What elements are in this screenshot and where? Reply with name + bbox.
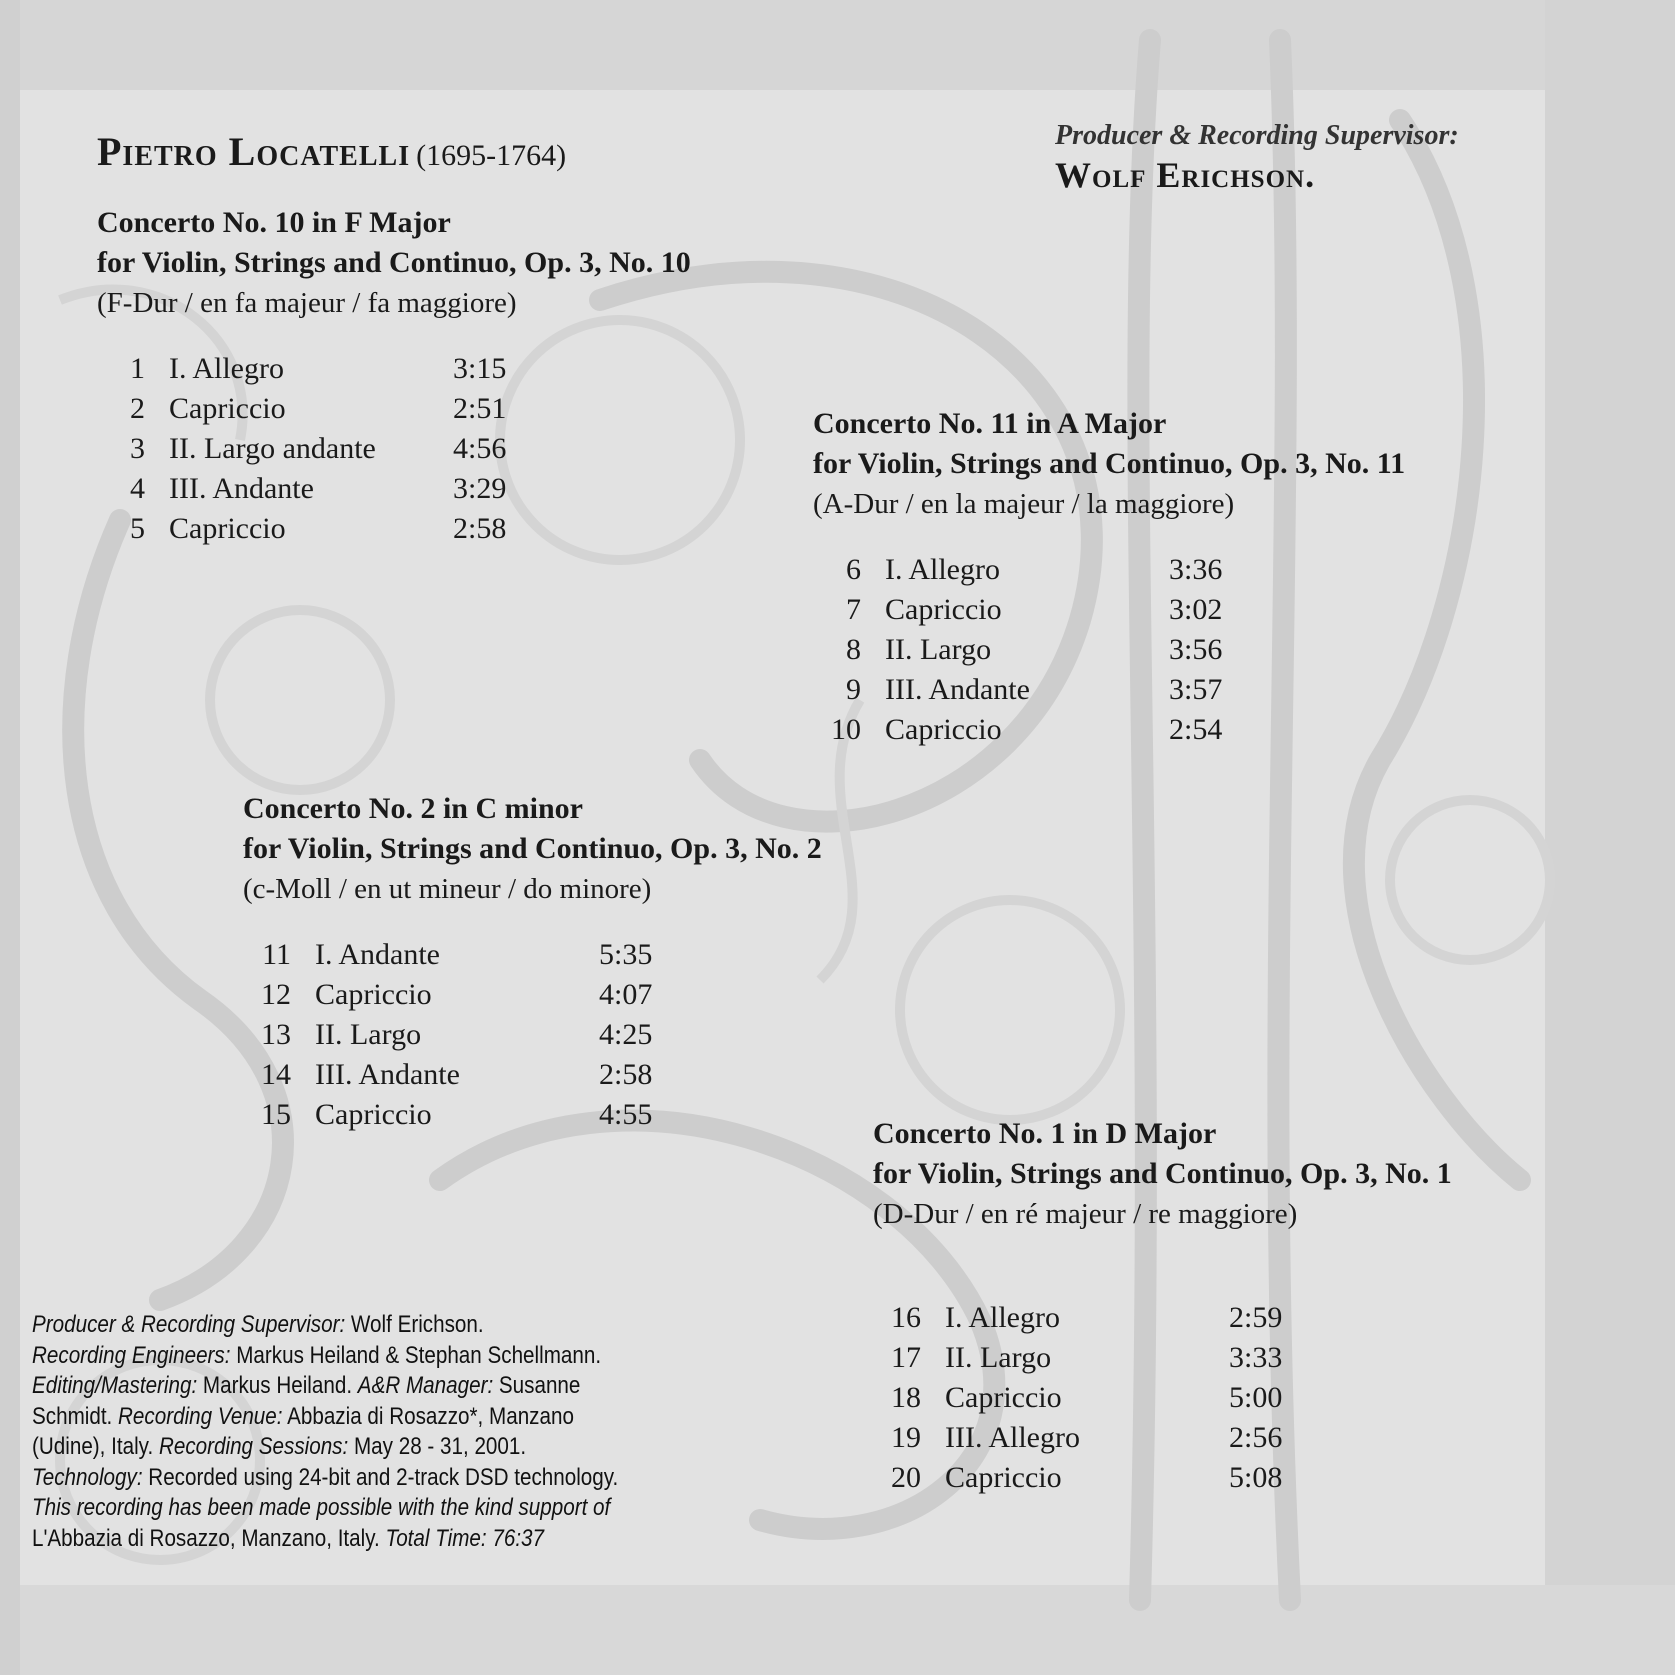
track-time: 3:15 bbox=[453, 352, 507, 385]
track-movement: II. Largo andante bbox=[169, 432, 376, 465]
track-time: 5:00 bbox=[1229, 1381, 1283, 1414]
concerto-block-4 bbox=[873, 1114, 1452, 1498]
track-time: 4:07 bbox=[599, 978, 653, 1011]
track-row bbox=[97, 509, 691, 549]
track-movement: I. Allegro bbox=[169, 352, 284, 385]
track-movement: III. Andante bbox=[169, 472, 314, 505]
track-row bbox=[873, 1418, 1452, 1458]
concerto-keys: (c-Moll / en ut mineur / do minore) bbox=[243, 873, 652, 905]
track-row bbox=[243, 935, 822, 975]
track-row bbox=[813, 670, 1405, 710]
track-number: 12 bbox=[261, 978, 291, 1011]
credit-label: Producer & Recording Supervisor: bbox=[32, 1311, 346, 1338]
track-movement: II. Largo bbox=[315, 1018, 422, 1051]
track-number: 9 bbox=[846, 673, 861, 706]
producer-role: Producer & Recording Supervisor: bbox=[1055, 120, 1459, 151]
track-time: 3:57 bbox=[1169, 673, 1223, 706]
credit-value: Markus Heiland. bbox=[197, 1372, 358, 1399]
concerto-keys: (A-Dur / en la majeur / la maggiore) bbox=[813, 488, 1235, 520]
track-row bbox=[873, 1298, 1452, 1338]
track-row bbox=[813, 630, 1405, 670]
track-row bbox=[97, 429, 691, 469]
track-time: 3:29 bbox=[453, 472, 507, 505]
track-number: 2 bbox=[130, 392, 145, 425]
concerto-subtitle: for Violin, Strings and Continuo, Op. 3, No. 10 bbox=[97, 246, 691, 279]
track-row bbox=[813, 710, 1405, 750]
track-list bbox=[873, 1298, 1452, 1498]
track-number: 5 bbox=[130, 512, 145, 545]
composer-header bbox=[97, 128, 566, 175]
credit-label: Recording Engineers: bbox=[32, 1341, 231, 1369]
track-number: 20 bbox=[891, 1461, 921, 1494]
track-number: 18 bbox=[891, 1381, 921, 1414]
track-time: 2:54 bbox=[1169, 713, 1223, 746]
track-row bbox=[873, 1458, 1452, 1498]
composer-name: Pietro Locatelli bbox=[97, 129, 411, 174]
track-row bbox=[873, 1378, 1452, 1418]
concerto-keys: (F-Dur / en fa majeur / fa maggiore) bbox=[97, 287, 517, 319]
track-movement: Capriccio bbox=[315, 978, 432, 1011]
track-movement: Capriccio bbox=[885, 713, 1002, 746]
track-row bbox=[243, 1095, 822, 1135]
track-movement: Capriccio bbox=[945, 1381, 1062, 1414]
track-time: 5:08 bbox=[1229, 1461, 1283, 1494]
track-time: 3:56 bbox=[1169, 633, 1223, 666]
track-time: 2:58 bbox=[453, 512, 507, 545]
credit-value: Abbazia di Rosazzo*, Manzano (Udine), Italy. bbox=[32, 1402, 574, 1460]
credit-label: Technology: bbox=[32, 1463, 143, 1491]
concerto-block-2 bbox=[813, 404, 1405, 750]
credit-value: Markus Heiland & Stephan Schellmann. bbox=[230, 1341, 602, 1369]
credit-label: A&R Manager: bbox=[357, 1372, 494, 1399]
producer-name: Wolf Erichson. bbox=[1055, 155, 1316, 195]
concerto-title: Concerto No. 2 in C minor bbox=[243, 792, 583, 825]
track-time: 4:25 bbox=[599, 1018, 653, 1051]
track-movement: III. Allegro bbox=[945, 1421, 1080, 1454]
track-time: 2:59 bbox=[1229, 1301, 1283, 1334]
track-row bbox=[243, 975, 822, 1015]
credit-value: Susanne Schmidt. bbox=[32, 1372, 581, 1430]
track-number: 3 bbox=[130, 432, 145, 465]
track-row bbox=[243, 1015, 822, 1055]
track-movement: II. Largo bbox=[885, 633, 992, 666]
track-row bbox=[97, 349, 691, 389]
track-number: 6 bbox=[846, 553, 861, 586]
track-number: 4 bbox=[130, 472, 145, 505]
concerto-title: Concerto No. 1 in D Major bbox=[873, 1117, 1217, 1150]
track-number: 19 bbox=[891, 1421, 921, 1454]
track-movement: Capriccio bbox=[315, 1098, 432, 1131]
track-number: 16 bbox=[891, 1301, 921, 1334]
track-list bbox=[243, 935, 822, 1135]
credit-value: May 28 - 31, 2001. bbox=[348, 1433, 527, 1460]
track-number: 13 bbox=[261, 1018, 291, 1051]
track-movement: Capriccio bbox=[169, 512, 286, 545]
track-movement: III. Andante bbox=[885, 673, 1030, 706]
track-row bbox=[97, 389, 691, 429]
track-time: 3:33 bbox=[1229, 1341, 1283, 1374]
track-number: 1 bbox=[130, 352, 145, 385]
track-number: 7 bbox=[846, 593, 861, 626]
credit-value: Wolf Erichson. bbox=[345, 1311, 484, 1338]
track-number: 14 bbox=[261, 1058, 291, 1091]
track-movement: I. Andante bbox=[315, 938, 440, 971]
credit-label: Editing/Mastering: bbox=[32, 1372, 198, 1399]
credit-value: Recorded using 24-bit and 2-track DSD technology. bbox=[142, 1463, 619, 1491]
concerto-title: Concerto No. 11 in A Major bbox=[813, 407, 1167, 440]
track-number: 15 bbox=[261, 1098, 291, 1131]
composer-dates: (1695-1764) bbox=[416, 139, 567, 172]
track-time: 4:55 bbox=[599, 1098, 653, 1131]
concerto-block-1 bbox=[97, 203, 691, 549]
producer-block bbox=[1055, 120, 1459, 196]
track-movement: II. Largo bbox=[945, 1341, 1052, 1374]
concerto-title: Concerto No. 10 in F Major bbox=[97, 206, 451, 239]
credit-support-note: This recording has been made possible with the kind support of bbox=[32, 1494, 611, 1521]
concerto-subtitle: for Violin, Strings and Continuo, Op. 3, No. 2 bbox=[243, 832, 822, 865]
track-number: 17 bbox=[891, 1341, 921, 1374]
track-number: 8 bbox=[846, 633, 861, 666]
track-time: 2:51 bbox=[453, 392, 507, 425]
track-row bbox=[813, 590, 1405, 630]
credit-label: Recording Venue: bbox=[118, 1402, 283, 1430]
track-number: 11 bbox=[262, 938, 291, 971]
track-row bbox=[243, 1055, 822, 1095]
track-movement: I. Allegro bbox=[945, 1301, 1060, 1334]
credit-label: Recording Sessions: bbox=[158, 1433, 349, 1460]
track-number: 10 bbox=[831, 713, 861, 746]
track-movement: Capriccio bbox=[169, 392, 286, 425]
concerto-block-3 bbox=[243, 789, 822, 1135]
track-row bbox=[97, 469, 691, 509]
track-movement: Capriccio bbox=[945, 1461, 1062, 1494]
track-time: 2:56 bbox=[1229, 1421, 1283, 1454]
concerto-subtitle: for Violin, Strings and Continuo, Op. 3, No. 11 bbox=[813, 447, 1406, 480]
track-time: 5:35 bbox=[599, 938, 653, 971]
concerto-keys: (D-Dur / en ré majeur / re maggiore) bbox=[873, 1198, 1298, 1230]
track-movement: I. Allegro bbox=[885, 553, 1000, 586]
track-time: 4:56 bbox=[453, 432, 507, 465]
credit-value: L'Abbazia di Rosazzo, Manzano, Italy. bbox=[32, 1524, 386, 1552]
track-list bbox=[813, 550, 1405, 750]
concerto-subtitle: for Violin, Strings and Continuo, Op. 3, No. 1 bbox=[873, 1157, 1452, 1190]
track-time: 2:58 bbox=[599, 1058, 653, 1091]
total-time: Total Time: 76:37 bbox=[385, 1524, 545, 1552]
track-movement: Capriccio bbox=[885, 593, 1002, 626]
track-row bbox=[873, 1338, 1452, 1378]
track-time: 3:02 bbox=[1169, 593, 1223, 626]
track-row bbox=[813, 550, 1405, 590]
recording-credits bbox=[32, 1310, 651, 1554]
track-movement: III. Andante bbox=[315, 1058, 460, 1091]
track-list bbox=[97, 349, 691, 549]
track-time: 3:36 bbox=[1169, 553, 1223, 586]
